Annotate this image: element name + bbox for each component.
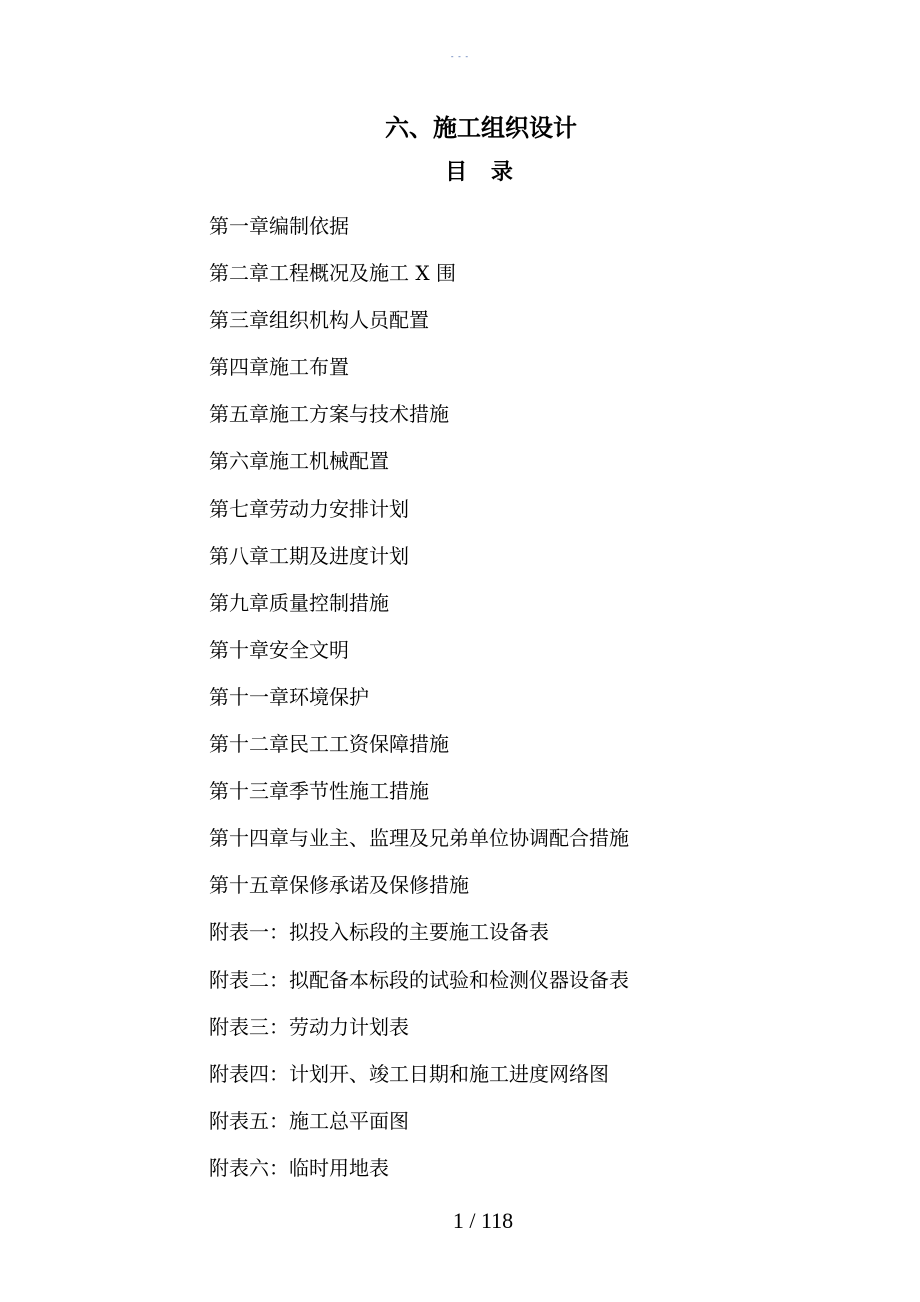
page-number: 1 / 118: [452, 1208, 514, 1233]
toc-item[interactable]: 附表一：拟投入标段的主要施工设备表: [209, 920, 549, 945]
table-of-contents: [209, 211, 629, 1200]
document-title: 六、施工组织设计: [385, 113, 577, 142]
toc-item[interactable]: 第四章施工布置: [209, 355, 349, 380]
toc-heading: 目 录: [445, 159, 521, 185]
toc-item[interactable]: 第十三章季节性施工措施: [209, 779, 429, 804]
toc-item[interactable]: 第十五章保修承诺及保修措施: [209, 873, 469, 898]
toc-item[interactable]: 第十四章与业主、监理及兄弟单位协调配合措施: [209, 826, 629, 851]
toc-item[interactable]: 第九章质量控制措施: [209, 590, 389, 615]
toc-item[interactable]: 第三章组织机构人员配置: [209, 308, 429, 333]
toc-item[interactable]: 附表六：临时用地表: [209, 1155, 389, 1180]
toc-item[interactable]: 附表三：劳动力计划表: [209, 1014, 409, 1039]
toc-item[interactable]: 第六章施工机械配置: [209, 449, 389, 474]
toc-item[interactable]: 第五章施工方案与技术措施: [209, 402, 449, 427]
toc-item[interactable]: 第八章工期及进度计划: [209, 543, 409, 568]
toc-item[interactable]: 附表四：计划开、竣工日期和施工进度网络图: [209, 1061, 609, 1086]
toc-item[interactable]: 附表五：施工总平面图: [209, 1108, 409, 1133]
toc-item[interactable]: 第二章工程概况及施工 X 围: [209, 261, 456, 286]
toc-item[interactable]: 第一章编制依据: [209, 214, 349, 238]
toc-item[interactable]: 第十二章民工工资保障措施: [209, 732, 449, 757]
toc-item[interactable]: 第十章安全文明: [209, 637, 349, 662]
toc-item[interactable]: 第七章劳动力安排计划: [209, 496, 409, 521]
toc-item[interactable]: 附表二：拟配备本标段的试验和检测仪器设备表: [209, 967, 629, 992]
header-mark: - - -: [450, 52, 470, 61]
toc-item[interactable]: 第十一章环境保护: [209, 684, 369, 709]
